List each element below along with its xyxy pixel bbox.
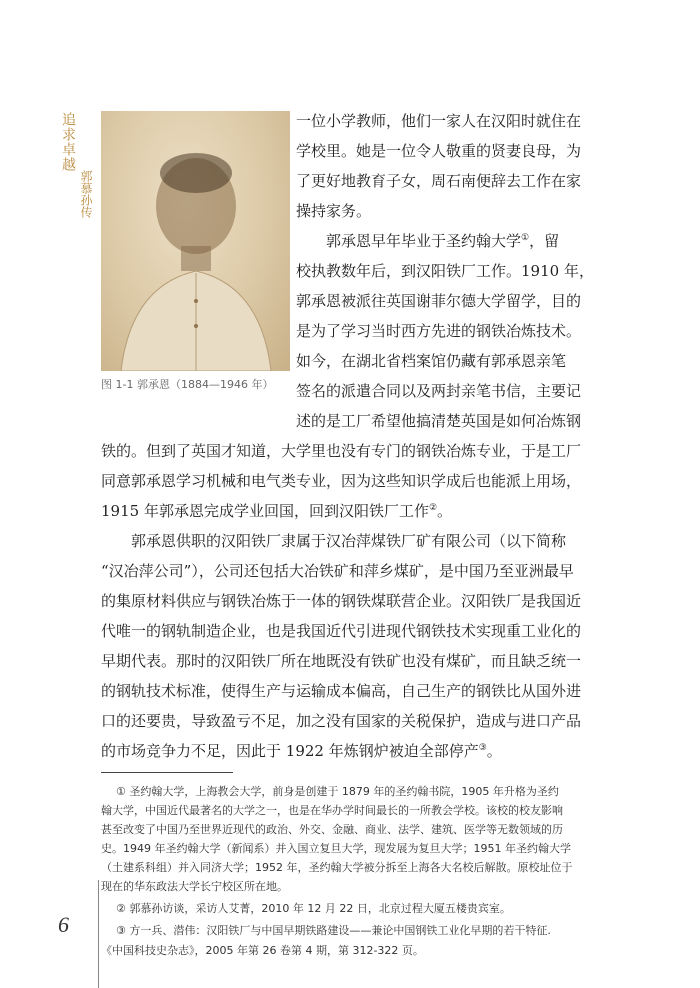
text-line: 郭承恩早年毕业于圣约翰大学①，留	[326, 232, 560, 250]
book-subtitle: 郭慕孙传	[79, 170, 93, 218]
text-line: 的市场竞争力不足，因此于 1922 年炼钢炉被迫全部停产③。	[101, 742, 502, 760]
text-line: 1915 年郭承恩完成学业回国，回到汉阳铁厂工作②。	[101, 502, 453, 520]
text-line: 的集原材料供应与钢铁冶炼于一体的钢铁煤联营企业。汉阳铁厂是我国近	[101, 592, 582, 610]
footnote-marker: ②	[428, 503, 438, 513]
footnote-line: ③ 方一兵、潜伟：汉阳铁厂与中国早期铁路建设——兼论中国钢铁工业化早期的若干特征.	[116, 924, 551, 937]
text-line: 同意郭承恩学习机械和电气类专业，因为这些知识学成后也能派上用场，	[101, 472, 582, 490]
footnote-line: ② 郭慕孙访谈，采访人艾菁，2010 年 12 月 22 日，北京过程大厦五楼贵宾室。	[116, 902, 511, 915]
text-line: “汉冶萍公司”），公司还包括大冶铁矿和萍乡煤矿，是中国乃至亚洲最早	[101, 562, 574, 580]
text-line: 述的是工厂希望他搞清楚英国是如何冶炼钢	[296, 412, 582, 430]
text-line: 代唯一的钢轨制造企业，也是我国近代引进现代钢铁技术实现重工业化的	[101, 622, 582, 640]
footnote-marker: ①	[521, 233, 530, 243]
text-line: 郭承恩被派往英国谢菲尔德大学留学，目的	[296, 292, 582, 310]
margin-rule	[98, 880, 99, 988]
text-line: 口的还要贵，导致盈亏不足，加之没有国家的关税保护，造成与进口产品	[101, 712, 582, 730]
portrait-photo	[101, 111, 290, 371]
footnote-line: 史。1949 年圣约翰大学（新闻系）并入国立复旦大学，现发展为复旦大学；1951 年圣约翰大学	[101, 842, 571, 855]
text-line: 早期代表。那时的汉阳铁厂所在地既没有铁矿也没有煤矿，而且缺乏统一	[101, 652, 582, 670]
book-title: 追求卓越	[60, 112, 76, 172]
footnote-line: 《中国科技史杂志》，2005 年第 26 卷第 4 期，第 312-322 页。	[101, 944, 424, 957]
text-line: 了更好地教育子女，周石南便辞去工作在家	[296, 172, 582, 190]
footnote-line: （土建系科组）并入同济大学；1952 年，圣约翰大学被分拆至上海各大名校后解散。原校址位于	[101, 861, 573, 874]
text-line: 是为了学习当时西方先进的钢铁冶炼技术。	[296, 322, 582, 340]
text-line: 一位小学教师，他们一家人在汉阳时就住在	[296, 112, 582, 130]
footnote-line: 现在的华东政法大学长宁校区所在地。	[101, 880, 288, 893]
footnote-divider	[101, 772, 233, 773]
footnote-line: ① 圣约翰大学，上海教会大学，前身是创建于 1879 年的圣约翰书院，1905 年升格为圣约	[116, 785, 559, 798]
text-line: 如今，在湖北省档案馆仍藏有郭承恩亲笔	[296, 352, 567, 370]
footnote-line: 翰大学，中国近代最著名的大学之一，也是在华办学时间最长的一所教会学校。该校的校友影响	[101, 804, 563, 817]
text-line: 签名的派遣合同以及两封亲笔书信，主要记	[296, 382, 582, 400]
text-line: 学校里。她是一位令人敬重的贤妻良母，为	[296, 142, 582, 160]
text-line: 操持家务。	[296, 202, 372, 220]
text-line: 校执教数年后，到汉阳铁厂工作。1910 年，	[296, 262, 594, 280]
footnote-line: 甚至改变了中国乃至世界近现代的政治、外交、金融、商业、法学、建筑、医学等无数领域的历	[101, 823, 563, 836]
footnote-marker: ③	[478, 743, 487, 753]
page-number: 6	[58, 912, 69, 937]
text-line: 的钢轨技术标准，使得生产与运输成本偏高，自己生产的钢铁比从国外进	[101, 682, 582, 700]
photo-caption: 图 1-1 郭承恩（1884—1946 年）	[101, 378, 274, 391]
text-line: 铁的。但到了英国才知道，大学里也没有专门的钢铁冶炼专业，于是工厂	[101, 442, 582, 460]
text-line: 郭承恩供职的汉阳铁厂隶属于汉冶萍煤铁厂矿有限公司（以下简称	[131, 532, 567, 550]
